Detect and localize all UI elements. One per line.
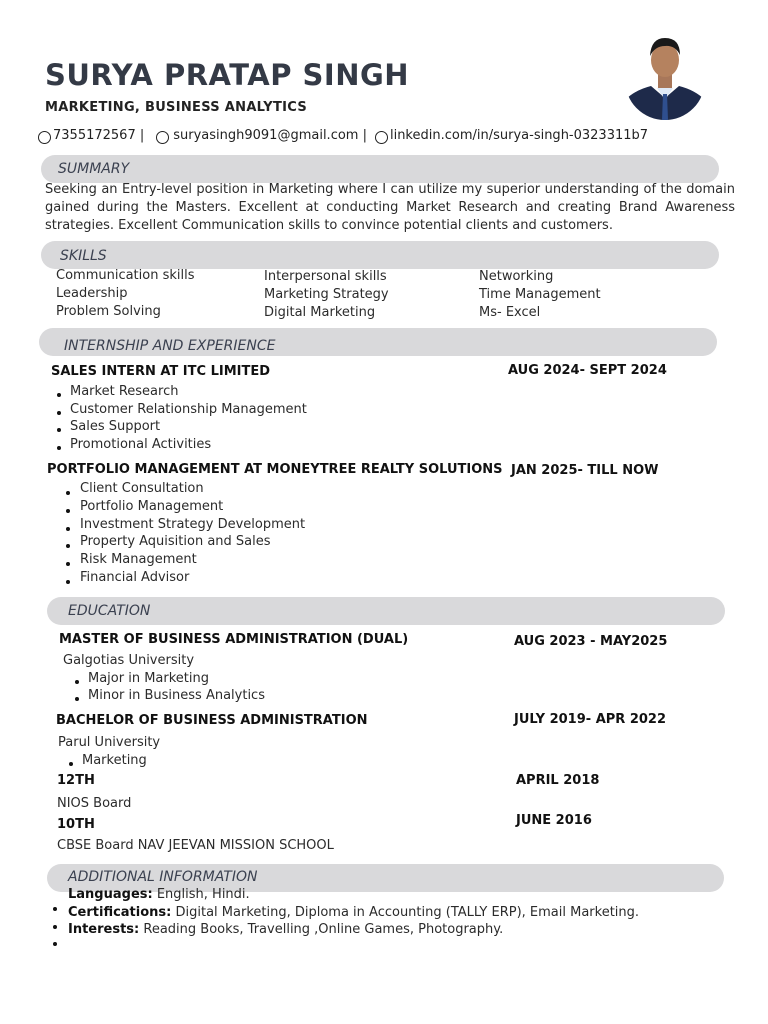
languages-label: Languages: <box>68 887 153 902</box>
bullet-icon <box>53 925 57 929</box>
summary-title: SUMMARY <box>58 161 130 177</box>
school-name: CBSE Board NAV JEEVAN MISSION SCHOOL <box>57 838 334 853</box>
email-address[interactable]: suryasingh9091@gmail.com | <box>173 128 367 143</box>
candidate-name: SURYA PRATAP SINGH <box>45 58 410 92</box>
degree-title: 10TH <box>57 817 95 832</box>
job-dates: JAN 2025- TILL NOW <box>511 463 659 478</box>
job-duty: Client Consultation <box>80 481 204 496</box>
school-name: NIOS Board <box>57 796 132 811</box>
certifications-value: Digital Marketing, Diploma in Accounting (TALLY ERP), Email Marketing. <box>175 905 640 920</box>
bullet-icon <box>66 491 70 495</box>
additional-title: ADDITIONAL INFORMATION <box>68 869 258 885</box>
degree-detail: Marketing <box>82 753 147 768</box>
linkedin-link[interactable]: linkedin.com/in/surya-singh-0323311b7 <box>389 128 649 143</box>
job-duty: Sales Support <box>70 419 161 434</box>
degree-detail: Minor in Business Analytics <box>88 688 265 703</box>
bullet-icon <box>75 697 79 701</box>
bullet-icon <box>53 942 57 946</box>
degree-title: BACHELOR OF BUSINESS ADMINISTRATION <box>56 713 368 728</box>
bullet-icon <box>57 428 61 432</box>
skills-title: SKILLS <box>60 248 107 264</box>
email-icon <box>156 131 169 144</box>
phone-number[interactable]: 7355172567 | <box>53 128 145 143</box>
skills-section-bar <box>41 241 719 269</box>
skill-item: Digital Marketing <box>264 305 376 320</box>
school-name: Galgotias University <box>63 653 195 668</box>
summary-section-bar <box>41 155 719 183</box>
candidate-role: MARKETING, BUSINESS ANALYTICS <box>45 100 307 115</box>
education-title: EDUCATION <box>68 603 151 619</box>
summary-text: Seeking an Entry-level position in Marketing where I can utilize my superior understanding of the domain gained during the Masters. Excellent at conducting Market Research and creating Brand Awareness strategies. Excellent Communication skills to convince potential clients and customers. <box>45 182 735 233</box>
bullet-icon <box>53 907 57 911</box>
interests-line <box>68 922 503 937</box>
school-name: Parul University <box>58 735 161 750</box>
bullet-icon <box>57 446 61 450</box>
skill-item: Networking <box>479 269 554 284</box>
skill-item: Ms- Excel <box>479 305 541 320</box>
job-duty: Customer Relationship Management <box>70 402 307 417</box>
job-duty: Financial Advisor <box>80 570 190 585</box>
degree-dates: JUNE 2016 <box>516 813 592 828</box>
phone-icon <box>38 131 51 144</box>
bullet-icon <box>66 544 70 548</box>
bullet-icon <box>66 509 70 513</box>
languages-line <box>68 887 250 902</box>
skill-item: Time Management <box>479 287 601 302</box>
link-icon <box>375 131 388 144</box>
certifications-line <box>68 905 639 920</box>
bullet-icon <box>57 393 61 397</box>
skill-item: Problem Solving <box>56 304 161 319</box>
job-title: PORTFOLIO MANAGEMENT AT MONEYTREE REALTY SOLUTIONS <box>47 462 503 477</box>
bullet-icon <box>69 762 73 766</box>
degree-title: 12TH <box>57 773 95 788</box>
degree-title: MASTER OF BUSINESS ADMINISTRATION (DUAL) <box>59 632 409 647</box>
job-duty: Investment Strategy Development <box>80 517 306 532</box>
degree-dates: APRIL 2018 <box>516 773 600 788</box>
degree-dates: AUG 2023 - MAY2025 <box>514 634 668 649</box>
job-duty: Property Aquisition and Sales <box>80 534 271 549</box>
bullet-icon <box>75 680 79 684</box>
skill-item: Interpersonal skills <box>264 269 387 284</box>
skill-item: Marketing Strategy <box>264 287 389 302</box>
contact-line <box>38 128 648 143</box>
languages-value: English, Hindi. <box>156 887 250 902</box>
profile-photo <box>625 28 705 120</box>
job-title: SALES INTERN AT ITC LIMITED <box>51 364 271 379</box>
job-duty: Market Research <box>70 384 179 399</box>
job-duty: Risk Management <box>80 552 197 567</box>
skill-item: Communication skills <box>56 268 195 283</box>
bullet-icon <box>66 580 70 584</box>
certifications-label: Certifications: <box>68 905 172 920</box>
experience-title: INTERNSHIP AND EXPERIENCE <box>64 338 276 354</box>
degree-detail: Major in Marketing <box>88 671 209 686</box>
skill-item: Leadership <box>56 286 128 301</box>
job-duty: Promotional Activities <box>70 437 212 452</box>
job-duty: Portfolio Management <box>80 499 224 514</box>
job-dates: AUG 2024- SEPT 2024 <box>508 363 667 378</box>
bullet-icon <box>57 411 61 415</box>
degree-dates: JULY 2019- APR 2022 <box>514 712 667 727</box>
interests-value: Reading Books, Travelling ,Online Games, Photography. <box>143 922 504 937</box>
bullet-icon <box>66 562 70 566</box>
bullet-icon <box>66 527 70 531</box>
interests-label: Interests: <box>68 922 140 937</box>
